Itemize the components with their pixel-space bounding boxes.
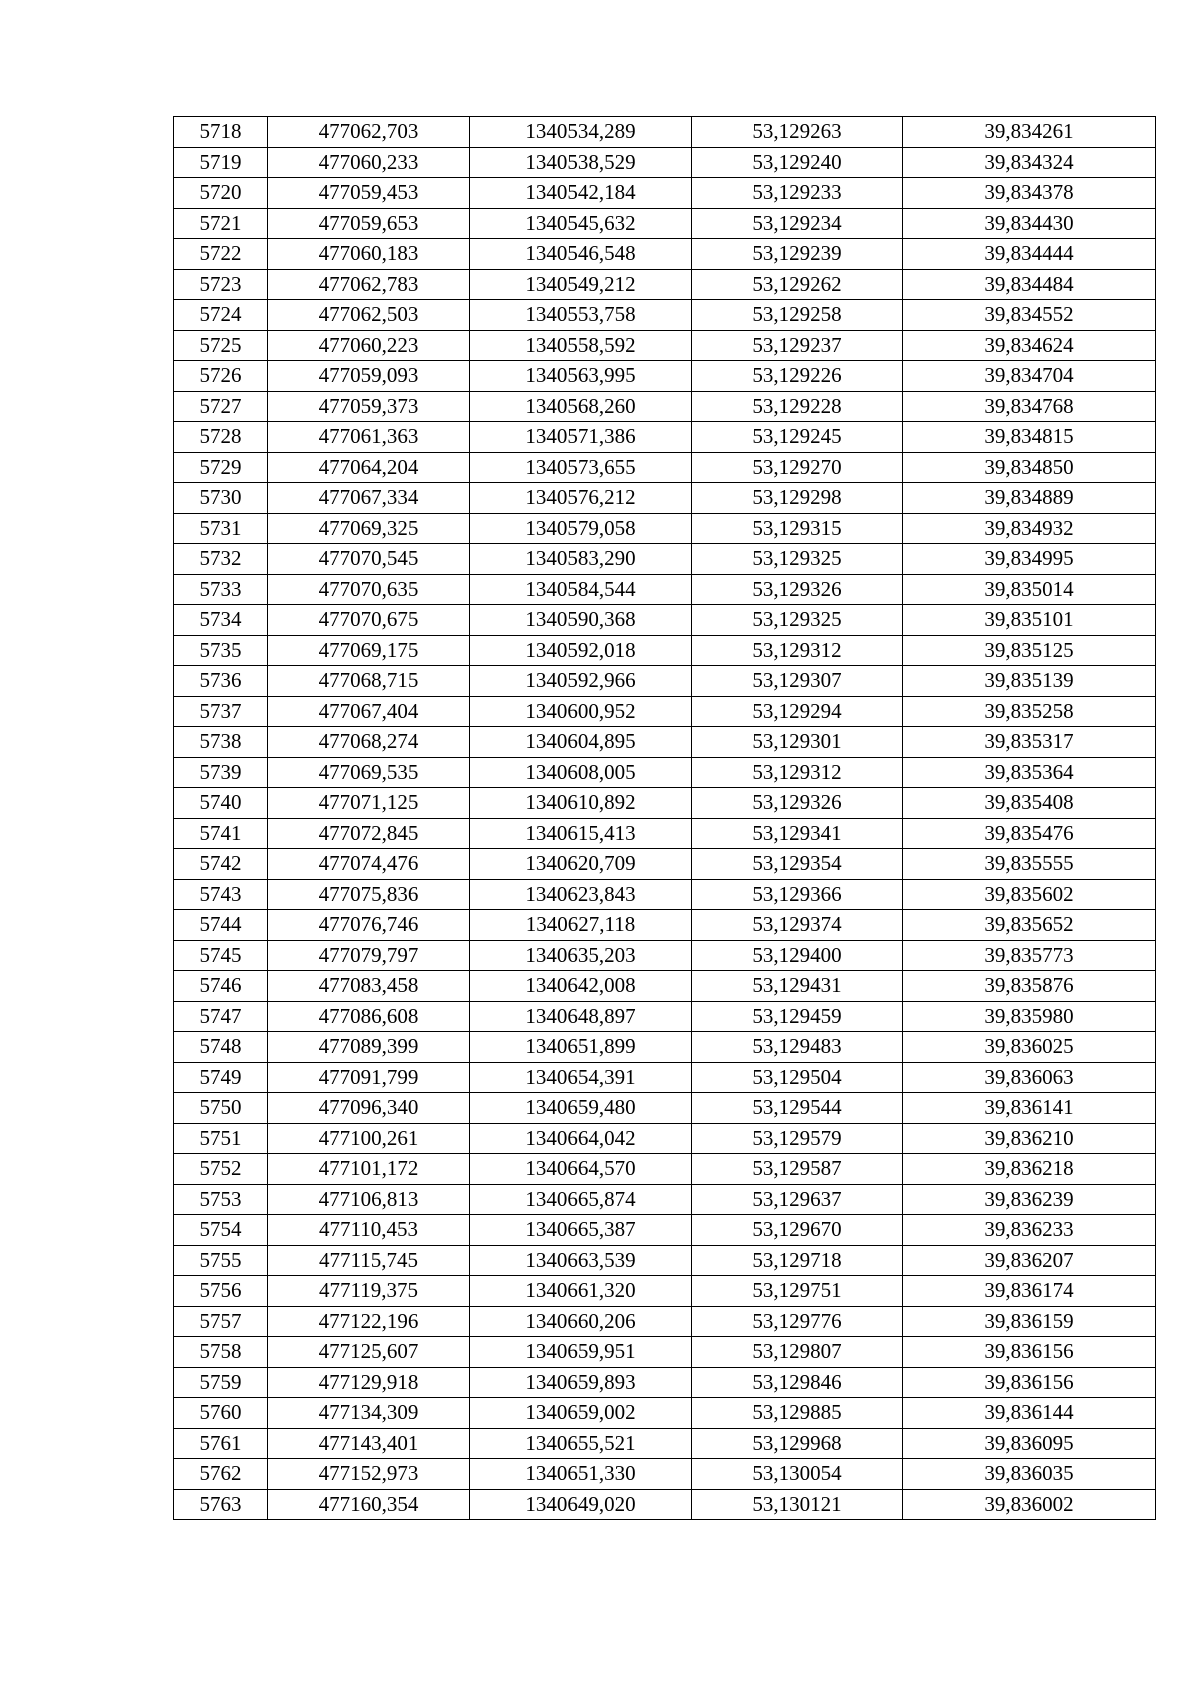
longitude-cell: 39,836063 (903, 1062, 1156, 1093)
table-row (174, 1337, 1156, 1368)
y-coordinate-cell: 1340592,966 (470, 666, 692, 697)
table-row (174, 117, 1156, 148)
y-coordinate-cell: 1340664,042 (470, 1123, 692, 1154)
x-coordinate-cell: 477083,458 (268, 971, 470, 1002)
y-coordinate-cell: 1340600,952 (470, 696, 692, 727)
x-coordinate-cell: 477134,309 (268, 1398, 470, 1429)
table-row (174, 178, 1156, 209)
table-row (174, 879, 1156, 910)
latitude-cell: 53,129312 (692, 757, 903, 788)
latitude-cell: 53,129587 (692, 1154, 903, 1185)
point-number-cell: 5739 (174, 757, 268, 788)
x-coordinate-cell: 477096,340 (268, 1093, 470, 1124)
x-coordinate-cell: 477069,175 (268, 635, 470, 666)
y-coordinate-cell: 1340608,005 (470, 757, 692, 788)
x-coordinate-cell: 477072,845 (268, 818, 470, 849)
latitude-cell: 53,129270 (692, 452, 903, 483)
latitude-cell: 53,129258 (692, 300, 903, 331)
table-row (174, 940, 1156, 971)
table-row (174, 1459, 1156, 1490)
table-row (174, 544, 1156, 575)
point-number-cell: 5722 (174, 239, 268, 270)
table-row (174, 635, 1156, 666)
longitude-cell: 39,834624 (903, 330, 1156, 361)
table-row (174, 1276, 1156, 1307)
latitude-cell: 53,129228 (692, 391, 903, 422)
longitude-cell: 39,835602 (903, 879, 1156, 910)
longitude-cell: 39,836210 (903, 1123, 1156, 1154)
point-number-cell: 5721 (174, 208, 268, 239)
latitude-cell: 53,129226 (692, 361, 903, 392)
latitude-cell: 53,129262 (692, 269, 903, 300)
y-coordinate-cell: 1340627,118 (470, 910, 692, 941)
point-number-cell: 5748 (174, 1032, 268, 1063)
table-row (174, 1123, 1156, 1154)
point-number-cell: 5724 (174, 300, 268, 331)
y-coordinate-cell: 1340549,212 (470, 269, 692, 300)
point-number-cell: 5735 (174, 635, 268, 666)
x-coordinate-cell: 477089,399 (268, 1032, 470, 1063)
table-row (174, 696, 1156, 727)
longitude-cell: 39,835980 (903, 1001, 1156, 1032)
latitude-cell: 53,129400 (692, 940, 903, 971)
point-number-cell: 5732 (174, 544, 268, 575)
x-coordinate-cell: 477160,354 (268, 1489, 470, 1520)
latitude-cell: 53,129354 (692, 849, 903, 880)
y-coordinate-cell: 1340573,655 (470, 452, 692, 483)
x-coordinate-cell: 477110,453 (268, 1215, 470, 1246)
table-row (174, 1428, 1156, 1459)
point-number-cell: 5737 (174, 696, 268, 727)
longitude-cell: 39,836156 (903, 1367, 1156, 1398)
point-number-cell: 5742 (174, 849, 268, 880)
point-number-cell: 5760 (174, 1398, 268, 1429)
longitude-cell: 39,834768 (903, 391, 1156, 422)
latitude-cell: 53,129366 (692, 879, 903, 910)
longitude-cell: 39,836025 (903, 1032, 1156, 1063)
latitude-cell: 53,129718 (692, 1245, 903, 1276)
table-row (174, 513, 1156, 544)
point-number-cell: 5733 (174, 574, 268, 605)
x-coordinate-cell: 477062,783 (268, 269, 470, 300)
latitude-cell: 53,129807 (692, 1337, 903, 1368)
y-coordinate-cell: 1340623,843 (470, 879, 692, 910)
latitude-cell: 53,129326 (692, 788, 903, 819)
y-coordinate-cell: 1340571,386 (470, 422, 692, 453)
point-number-cell: 5730 (174, 483, 268, 514)
x-coordinate-cell: 477101,172 (268, 1154, 470, 1185)
longitude-cell: 39,836218 (903, 1154, 1156, 1185)
y-coordinate-cell: 1340583,290 (470, 544, 692, 575)
y-coordinate-cell: 1340584,544 (470, 574, 692, 605)
point-number-cell: 5726 (174, 361, 268, 392)
table-row (174, 788, 1156, 819)
longitude-cell: 39,836144 (903, 1398, 1156, 1429)
y-coordinate-cell: 1340546,548 (470, 239, 692, 270)
y-coordinate-cell: 1340659,002 (470, 1398, 692, 1429)
latitude-cell: 53,129239 (692, 239, 903, 270)
point-number-cell: 5718 (174, 117, 268, 148)
table-row (174, 1367, 1156, 1398)
table-row (174, 1062, 1156, 1093)
table-row (174, 666, 1156, 697)
y-coordinate-cell: 1340553,758 (470, 300, 692, 331)
longitude-cell: 39,834261 (903, 117, 1156, 148)
point-number-cell: 5752 (174, 1154, 268, 1185)
point-number-cell: 5749 (174, 1062, 268, 1093)
longitude-cell: 39,834889 (903, 483, 1156, 514)
point-number-cell: 5719 (174, 147, 268, 178)
longitude-cell: 39,834444 (903, 239, 1156, 270)
latitude-cell: 53,129263 (692, 117, 903, 148)
latitude-cell: 53,129504 (692, 1062, 903, 1093)
latitude-cell: 53,129341 (692, 818, 903, 849)
latitude-cell: 53,129579 (692, 1123, 903, 1154)
point-number-cell: 5720 (174, 178, 268, 209)
longitude-cell: 39,834430 (903, 208, 1156, 239)
x-coordinate-cell: 477069,325 (268, 513, 470, 544)
y-coordinate-cell: 1340665,387 (470, 1215, 692, 1246)
x-coordinate-cell: 477060,183 (268, 239, 470, 270)
point-number-cell: 5754 (174, 1215, 268, 1246)
y-coordinate-cell: 1340592,018 (470, 635, 692, 666)
x-coordinate-cell: 477069,535 (268, 757, 470, 788)
table-row (174, 330, 1156, 361)
y-coordinate-cell: 1340649,020 (470, 1489, 692, 1520)
longitude-cell: 39,835125 (903, 635, 1156, 666)
longitude-cell: 39,836035 (903, 1459, 1156, 1490)
y-coordinate-cell: 1340538,529 (470, 147, 692, 178)
x-coordinate-cell: 477070,675 (268, 605, 470, 636)
y-coordinate-cell: 1340615,413 (470, 818, 692, 849)
x-coordinate-cell: 477100,261 (268, 1123, 470, 1154)
y-coordinate-cell: 1340642,008 (470, 971, 692, 1002)
longitude-cell: 39,835014 (903, 574, 1156, 605)
x-coordinate-cell: 477106,813 (268, 1184, 470, 1215)
y-coordinate-cell: 1340558,592 (470, 330, 692, 361)
x-coordinate-cell: 477152,973 (268, 1459, 470, 1490)
latitude-cell: 53,130121 (692, 1489, 903, 1520)
longitude-cell: 39,834932 (903, 513, 1156, 544)
longitude-cell: 39,834704 (903, 361, 1156, 392)
y-coordinate-cell: 1340576,212 (470, 483, 692, 514)
x-coordinate-cell: 477060,233 (268, 147, 470, 178)
x-coordinate-cell: 477091,799 (268, 1062, 470, 1093)
point-number-cell: 5743 (174, 879, 268, 910)
point-number-cell: 5757 (174, 1306, 268, 1337)
longitude-cell: 39,835317 (903, 727, 1156, 758)
y-coordinate-cell: 1340659,893 (470, 1367, 692, 1398)
latitude-cell: 53,129298 (692, 483, 903, 514)
point-number-cell: 5727 (174, 391, 268, 422)
latitude-cell: 53,129301 (692, 727, 903, 758)
latitude-cell: 53,129294 (692, 696, 903, 727)
latitude-cell: 53,129968 (692, 1428, 903, 1459)
longitude-cell: 39,836233 (903, 1215, 1156, 1246)
table-row (174, 605, 1156, 636)
longitude-cell: 39,836159 (903, 1306, 1156, 1337)
x-coordinate-cell: 477070,545 (268, 544, 470, 575)
table-row (174, 1154, 1156, 1185)
latitude-cell: 53,129325 (692, 605, 903, 636)
latitude-cell: 53,129483 (692, 1032, 903, 1063)
x-coordinate-cell: 477119,375 (268, 1276, 470, 1307)
table-row (174, 452, 1156, 483)
longitude-cell: 39,835139 (903, 666, 1156, 697)
point-number-cell: 5745 (174, 940, 268, 971)
longitude-cell: 39,836239 (903, 1184, 1156, 1215)
y-coordinate-cell: 1340660,206 (470, 1306, 692, 1337)
x-coordinate-cell: 477060,223 (268, 330, 470, 361)
longitude-cell: 39,835364 (903, 757, 1156, 788)
table-row (174, 300, 1156, 331)
y-coordinate-cell: 1340579,058 (470, 513, 692, 544)
x-coordinate-cell: 477071,125 (268, 788, 470, 819)
point-number-cell: 5728 (174, 422, 268, 453)
latitude-cell: 53,129312 (692, 635, 903, 666)
longitude-cell: 39,835876 (903, 971, 1156, 1002)
latitude-cell: 53,129374 (692, 910, 903, 941)
x-coordinate-cell: 477143,401 (268, 1428, 470, 1459)
x-coordinate-cell: 477059,093 (268, 361, 470, 392)
x-coordinate-cell: 477067,404 (268, 696, 470, 727)
longitude-cell: 39,835408 (903, 788, 1156, 819)
table-row (174, 849, 1156, 880)
point-number-cell: 5751 (174, 1123, 268, 1154)
y-coordinate-cell: 1340665,874 (470, 1184, 692, 1215)
table-row (174, 1215, 1156, 1246)
point-number-cell: 5736 (174, 666, 268, 697)
longitude-cell: 39,834815 (903, 422, 1156, 453)
longitude-cell: 39,834378 (903, 178, 1156, 209)
latitude-cell: 53,129326 (692, 574, 903, 605)
x-coordinate-cell: 477075,836 (268, 879, 470, 910)
longitude-cell: 39,835258 (903, 696, 1156, 727)
table-row (174, 910, 1156, 941)
point-number-cell: 5759 (174, 1367, 268, 1398)
table-row (174, 1489, 1156, 1520)
latitude-cell: 53,129751 (692, 1276, 903, 1307)
point-number-cell: 5723 (174, 269, 268, 300)
latitude-cell: 53,129315 (692, 513, 903, 544)
y-coordinate-cell: 1340568,260 (470, 391, 692, 422)
point-number-cell: 5738 (174, 727, 268, 758)
latitude-cell: 53,129459 (692, 1001, 903, 1032)
point-number-cell: 5744 (174, 910, 268, 941)
x-coordinate-cell: 477061,363 (268, 422, 470, 453)
longitude-cell: 39,835652 (903, 910, 1156, 941)
point-number-cell: 5763 (174, 1489, 268, 1520)
latitude-cell: 53,129234 (692, 208, 903, 239)
y-coordinate-cell: 1340534,289 (470, 117, 692, 148)
point-number-cell: 5755 (174, 1245, 268, 1276)
table-row (174, 269, 1156, 300)
longitude-cell: 39,836141 (903, 1093, 1156, 1124)
longitude-cell: 39,834995 (903, 544, 1156, 575)
table-row (174, 147, 1156, 178)
latitude-cell: 53,129846 (692, 1367, 903, 1398)
y-coordinate-cell: 1340661,320 (470, 1276, 692, 1307)
point-number-cell: 5750 (174, 1093, 268, 1124)
x-coordinate-cell: 477059,373 (268, 391, 470, 422)
latitude-cell: 53,129885 (692, 1398, 903, 1429)
y-coordinate-cell: 1340651,330 (470, 1459, 692, 1490)
point-number-cell: 5731 (174, 513, 268, 544)
latitude-cell: 53,129245 (692, 422, 903, 453)
latitude-cell: 53,129233 (692, 178, 903, 209)
y-coordinate-cell: 1340635,203 (470, 940, 692, 971)
table-row (174, 1245, 1156, 1276)
table-row (174, 971, 1156, 1002)
latitude-cell: 53,130054 (692, 1459, 903, 1490)
x-coordinate-cell: 477067,334 (268, 483, 470, 514)
point-number-cell: 5725 (174, 330, 268, 361)
longitude-cell: 39,836095 (903, 1428, 1156, 1459)
x-coordinate-cell: 477076,746 (268, 910, 470, 941)
y-coordinate-cell: 1340542,184 (470, 178, 692, 209)
longitude-cell: 39,834324 (903, 147, 1156, 178)
y-coordinate-cell: 1340590,368 (470, 605, 692, 636)
point-number-cell: 5734 (174, 605, 268, 636)
table-row (174, 1306, 1156, 1337)
table-row (174, 1184, 1156, 1215)
y-coordinate-cell: 1340655,521 (470, 1428, 692, 1459)
latitude-cell: 53,129670 (692, 1215, 903, 1246)
point-number-cell: 5758 (174, 1337, 268, 1368)
table-row (174, 239, 1156, 270)
x-coordinate-cell: 477070,635 (268, 574, 470, 605)
point-number-cell: 5729 (174, 452, 268, 483)
y-coordinate-cell: 1340659,480 (470, 1093, 692, 1124)
x-coordinate-cell: 477062,703 (268, 117, 470, 148)
x-coordinate-cell: 477068,274 (268, 727, 470, 758)
longitude-cell: 39,834484 (903, 269, 1156, 300)
longitude-cell: 39,836002 (903, 1489, 1156, 1520)
y-coordinate-cell: 1340648,897 (470, 1001, 692, 1032)
x-coordinate-cell: 477125,607 (268, 1337, 470, 1368)
latitude-cell: 53,129431 (692, 971, 903, 1002)
coordinates-table (173, 116, 1156, 1520)
y-coordinate-cell: 1340604,895 (470, 727, 692, 758)
y-coordinate-cell: 1340610,892 (470, 788, 692, 819)
longitude-cell: 39,834552 (903, 300, 1156, 331)
x-coordinate-cell: 477129,918 (268, 1367, 470, 1398)
latitude-cell: 53,129240 (692, 147, 903, 178)
longitude-cell: 39,835555 (903, 849, 1156, 880)
latitude-cell: 53,129237 (692, 330, 903, 361)
point-number-cell: 5747 (174, 1001, 268, 1032)
y-coordinate-cell: 1340659,951 (470, 1337, 692, 1368)
table-row (174, 483, 1156, 514)
longitude-cell: 39,835476 (903, 818, 1156, 849)
table-row (174, 727, 1156, 758)
table-row (174, 361, 1156, 392)
x-coordinate-cell: 477059,653 (268, 208, 470, 239)
longitude-cell: 39,835101 (903, 605, 1156, 636)
latitude-cell: 53,129307 (692, 666, 903, 697)
y-coordinate-cell: 1340664,570 (470, 1154, 692, 1185)
latitude-cell: 53,129325 (692, 544, 903, 575)
longitude-cell: 39,836174 (903, 1276, 1156, 1307)
y-coordinate-cell: 1340663,539 (470, 1245, 692, 1276)
table-row (174, 1093, 1156, 1124)
x-coordinate-cell: 477122,196 (268, 1306, 470, 1337)
longitude-cell: 39,834850 (903, 452, 1156, 483)
longitude-cell: 39,836207 (903, 1245, 1156, 1276)
y-coordinate-cell: 1340545,632 (470, 208, 692, 239)
longitude-cell: 39,835773 (903, 940, 1156, 971)
x-coordinate-cell: 477062,503 (268, 300, 470, 331)
x-coordinate-cell: 477074,476 (268, 849, 470, 880)
y-coordinate-cell: 1340654,391 (470, 1062, 692, 1093)
x-coordinate-cell: 477079,797 (268, 940, 470, 971)
point-number-cell: 5746 (174, 971, 268, 1002)
point-number-cell: 5740 (174, 788, 268, 819)
table-row (174, 1032, 1156, 1063)
longitude-cell: 39,836156 (903, 1337, 1156, 1368)
y-coordinate-cell: 1340651,899 (470, 1032, 692, 1063)
point-number-cell: 5761 (174, 1428, 268, 1459)
table-row (174, 757, 1156, 788)
y-coordinate-cell: 1340620,709 (470, 849, 692, 880)
table-row (174, 208, 1156, 239)
table-row (174, 818, 1156, 849)
x-coordinate-cell: 477086,608 (268, 1001, 470, 1032)
latitude-cell: 53,129637 (692, 1184, 903, 1215)
coordinates-table-body (174, 117, 1156, 1520)
latitude-cell: 53,129776 (692, 1306, 903, 1337)
latitude-cell: 53,129544 (692, 1093, 903, 1124)
x-coordinate-cell: 477115,745 (268, 1245, 470, 1276)
y-coordinate-cell: 1340563,995 (470, 361, 692, 392)
point-number-cell: 5756 (174, 1276, 268, 1307)
point-number-cell: 5753 (174, 1184, 268, 1215)
x-coordinate-cell: 477064,204 (268, 452, 470, 483)
x-coordinate-cell: 477059,453 (268, 178, 470, 209)
x-coordinate-cell: 477068,715 (268, 666, 470, 697)
table-row (174, 1398, 1156, 1429)
table-row (174, 1001, 1156, 1032)
point-number-cell: 5762 (174, 1459, 268, 1490)
table-row (174, 422, 1156, 453)
point-number-cell: 5741 (174, 818, 268, 849)
table-row (174, 574, 1156, 605)
table-row (174, 391, 1156, 422)
